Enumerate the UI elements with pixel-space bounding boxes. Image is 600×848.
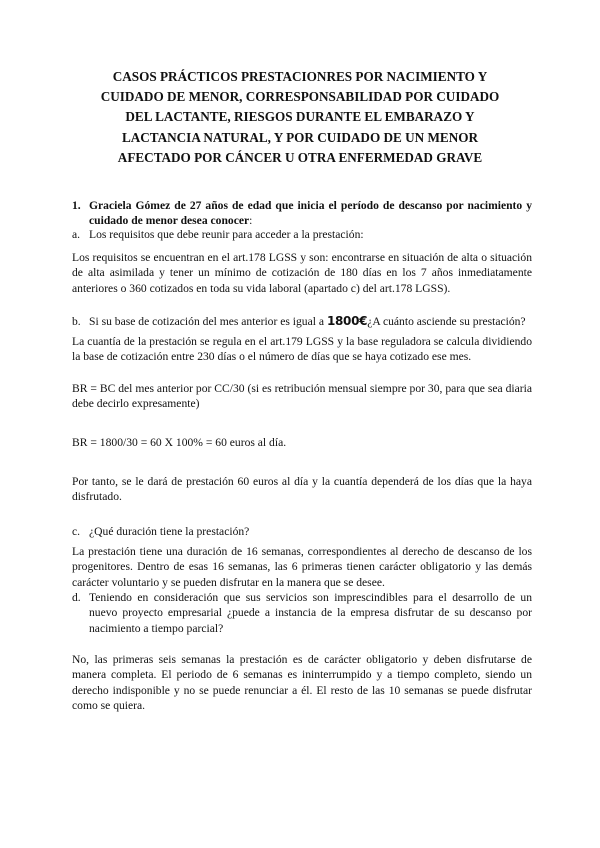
question-c-label: c. (72, 525, 81, 538)
answer-c: La prestación tiene una duración de 16 semanas, correspondientes al derecho de descanso de los progenitores. Dentro de esas 16 semanas, las 6 primeras tienen carácter obligatorio y las demás carácter voluntario y se pueden disfrutar en la manera que se desee. (72, 545, 532, 589)
question-b (72, 314, 532, 329)
question-b-text-after: ¿A cuánto asciende su prestación? (367, 315, 526, 328)
case-1-colon: : (249, 214, 253, 228)
case-1-statement (72, 198, 532, 229)
answer-b-paragraph-3: Por tanto, se le dará de prestación 60 euros al día y la cuantía dependerá de los días que la haya disfrutado. (72, 475, 532, 504)
answer-a: Los requisitos se encuentran en el art.178 LGSS y son: encontrarse en situación de alta o situación de alta asimilada y tener un mínimo de cotización de 180 días en los 7 años inmediatamente anteriores o 360 cotizados en toda su vida laboral (apartado c) del art.178 LGSS). (72, 251, 532, 295)
question-d (72, 590, 532, 636)
question-b-label: b. (72, 315, 81, 328)
question-a-label: a. (72, 228, 81, 241)
question-a-text: Los requisitos que debe reunir para acceder a la prestación: (89, 228, 364, 241)
question-b-amount: 1800€ (326, 314, 368, 328)
question-c-text: ¿Qué duración tiene la prestación? (89, 525, 250, 538)
question-d-label: d. (72, 591, 81, 604)
answer-b-formula: BR = 1800/30 = 60 X 100% = 60 euros al día. (72, 436, 287, 449)
case-1-text: Graciela Gómez de 27 años de edad que inicia el período de descanso por nacimiento y cuidado de menor desea conocer (89, 199, 532, 228)
question-b-text-before: Si su base de cotización del mes anterior es igual a (89, 315, 325, 328)
question-c (72, 524, 532, 539)
answer-b-paragraph-2: BR = BC del mes anterior por CC/30 (si es retribución mensual siempre por 30, para que sea diaria debe decirlo expresamente) (72, 382, 532, 411)
answer-b-paragraph-1: La cuantía de la prestación se regula en el art.179 LGSS y la base reguladora se calcula dividiendo la base de cotización entre 230 días o el número de días que se haya cotizado ese mes. (72, 335, 532, 364)
question-d-text: Teniendo en consideración que sus servicios son imprescindibles para el desarrollo de un nuevo proyecto empresarial ¿puede a instancia de la empresa disfrutar de su descanso por nacimiento a tiempo parcial? (89, 591, 532, 635)
question-a (72, 227, 532, 242)
answer-d: No, las primeras seis semanas la prestación es de carácter obligatorio y deben disfrutarse de manera completa. El periodo de 6 semanas es ininterrumpido y a tiempo completo, siendo un derecho indisponible y no se puede renunciar a él. El resto de las 10 semanas se puede disfrutar como se quiera. (72, 653, 532, 713)
document-title: CASOS PRÁCTICOS PRESTACIONRES POR NACIMIENTO Y CUIDADO DE MENOR, CORRESPONSABILIDAD POR CUIDADO DEL LACTANTE, RIESGOS DURANTE EL EMBARAZO Y LACTANCIA NATURAL, Y POR CUIDADO DE UN MENOR AFECTADO POR CÁNCER U OTRA ENFERMEDAD GRAVE (100, 69, 500, 165)
case-1-number: 1. (72, 199, 81, 212)
